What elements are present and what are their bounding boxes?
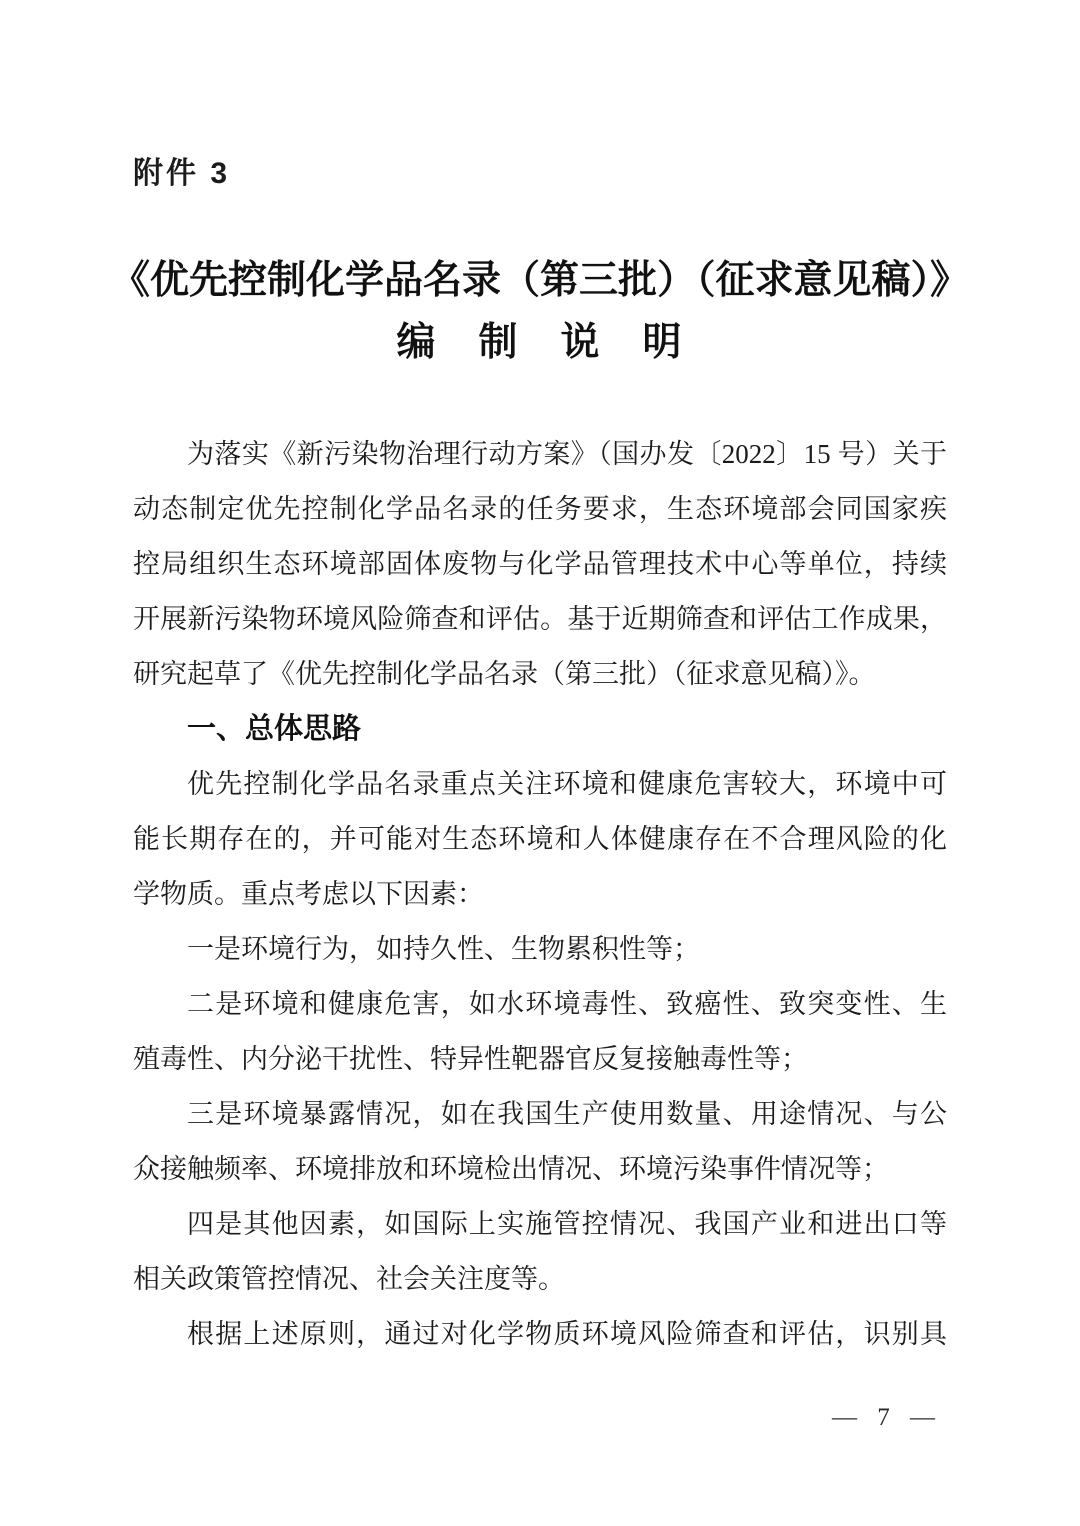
section-heading: 一、总体思路	[187, 713, 362, 745]
body-line: 控局组织生态环境部固体废物与化学品管理技术中心等单位，持续	[133, 549, 947, 579]
body-line: 能长期存在的，并可能对生态环境和人体健康存在不合理风险的化	[133, 824, 947, 854]
document-body	[133, 427, 947, 1362]
body-line: 相关政策管控情况、社会关注度等。	[133, 1264, 565, 1294]
body-line: 开展新污染物环境风险筛查和评估。基于近期筛查和评估工作成果，	[133, 604, 947, 634]
body-line: 根据上述原则，通过对化学物质环境风险筛查和评估，识别具	[187, 1319, 947, 1349]
body-line: 一是环境行为，如持久性、生物累积性等；	[187, 934, 700, 964]
document-title	[0, 256, 1080, 368]
body-line: 二是环境和健康危害，如水环境毒性、致癌性、致突变性、生	[187, 989, 947, 1019]
body-line: 三是环境暴露情况，如在我国生产使用数量、用途情况、与公	[187, 1099, 947, 1129]
body-line: 研究起草了《优先控制化学品名录（第三批）（征求意见稿）》。	[133, 659, 876, 689]
body-line: 优先控制化学品名录重点关注环境和健康危害较大，环境中可	[187, 769, 947, 799]
page-number: — 7 —	[832, 1404, 942, 1431]
body-line: 四是其他因素，如国际上实施管控情况、我国产业和进出口等	[187, 1209, 947, 1239]
body-line: 众接触频率、环境排放和环境检出情况、环境污染事件情况等；	[133, 1154, 889, 1184]
attachment-label: 附件 3	[133, 157, 231, 190]
body-line: 殖毒性、内分泌干扰性、特异性靶器官反复接触毒性等；	[133, 1044, 808, 1074]
document-title-line2: 编 制 说 明	[396, 321, 684, 364]
body-line: 动态制定优先控制化学品名录的任务要求，生态环境部会同国家疾	[133, 494, 947, 524]
body-line: 学物质。重点考虑以下因素：	[133, 879, 484, 909]
document-title-line1: 《优先控制化学品名录（第三批）（征求意见稿）》	[110, 259, 969, 302]
body-line: 为落实《新污染物治理行动方案》（国办发〔2022〕15 号）关于	[187, 439, 947, 469]
